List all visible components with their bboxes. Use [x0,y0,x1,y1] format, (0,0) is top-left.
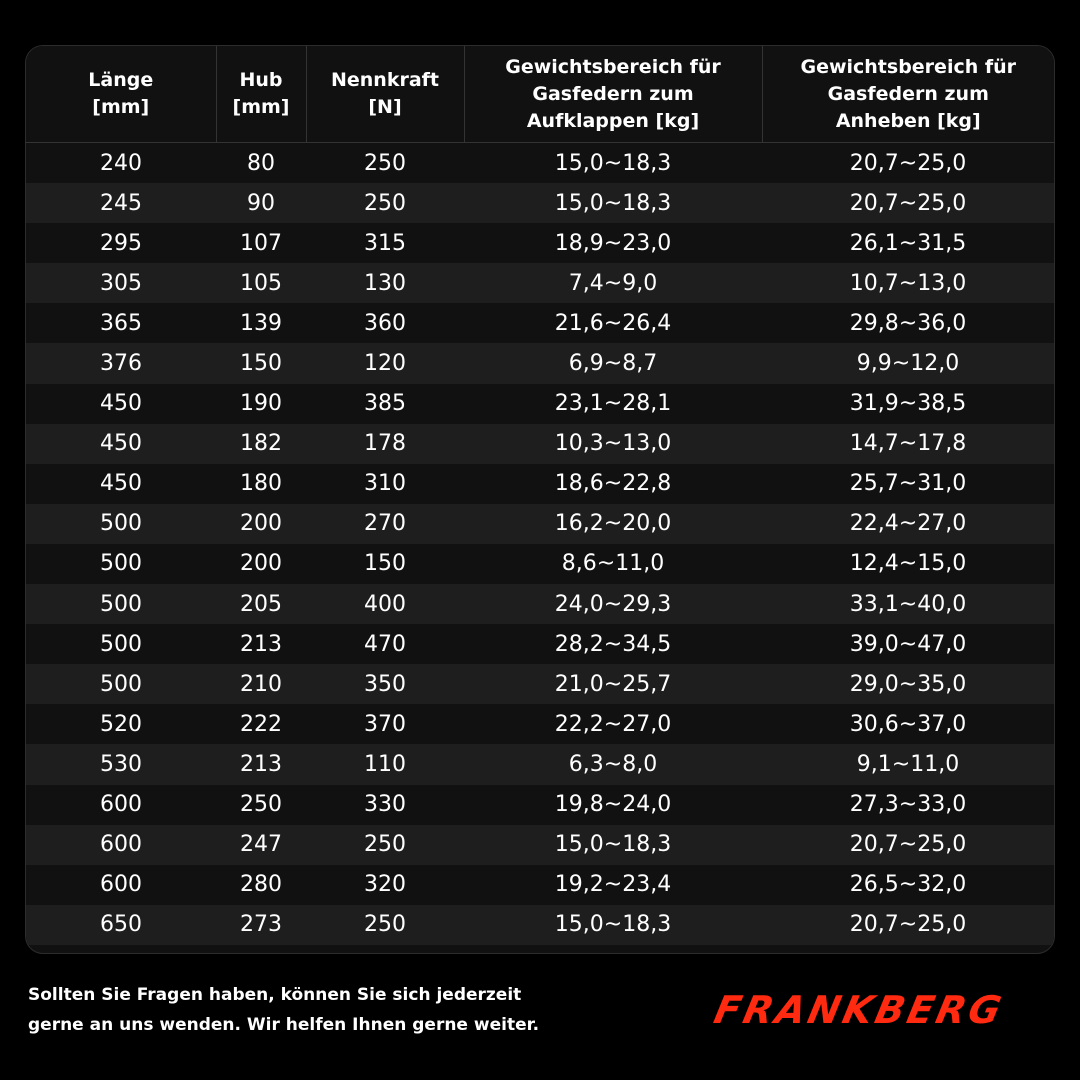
cell-weight-lift: 10,7~13,0 [762,263,1054,303]
cell-length: 450 [26,424,216,464]
gas-spring-spec-table [26,46,1054,945]
table-row [26,544,1054,584]
header-weight-range-lift-line: Gewichtsbereich für [800,55,1017,78]
cell-length: 305 [26,263,216,303]
table-row [26,223,1054,263]
cell-nominal-force: 178 [306,424,464,464]
cell-nominal-force: 250 [306,143,464,184]
cell-weight-fold-open: 6,3~8,0 [464,744,762,784]
spec-table-panel [25,45,1055,954]
cell-weight-fold-open: 16,2~20,0 [464,504,762,544]
cell-length: 376 [26,343,216,383]
table-row [26,584,1054,624]
cell-length: 245 [26,183,216,223]
header-stroke-line: [mm] [232,96,290,118]
cell-length: 500 [26,544,216,584]
cell-stroke: 150 [216,343,306,383]
cell-nominal-force: 470 [306,624,464,664]
cell-stroke: 90 [216,183,306,223]
cell-weight-fold-open: 8,6~11,0 [464,544,762,584]
cell-weight-lift: 29,0~35,0 [762,664,1054,704]
header-weight-range-lift-line: Anheben [kg] [835,109,981,132]
cell-weight-lift: 12,4~15,0 [762,544,1054,584]
header-weight-range-fold-open-line: Gasfedern zum [532,82,694,105]
cell-weight-fold-open: 19,8~24,0 [464,785,762,825]
cell-weight-fold-open: 15,0~18,3 [464,905,762,945]
cell-weight-fold-open: 18,6~22,8 [464,464,762,504]
cell-length: 500 [26,584,216,624]
cell-nominal-force: 320 [306,865,464,905]
cell-stroke: 105 [216,263,306,303]
cell-weight-fold-open: 10,3~13,0 [464,424,762,464]
table-row [26,343,1054,383]
cell-nominal-force: 330 [306,785,464,825]
footer-line-2: gerne an uns wenden. Wir helfen Ihnen gerne weiter. [28,1015,540,1035]
cell-stroke: 182 [216,424,306,464]
cell-weight-lift: 9,9~12,0 [762,343,1054,383]
cell-weight-lift: 29,8~36,0 [762,303,1054,343]
table-row [26,143,1054,184]
header-weight-range-lift-line: Gasfedern zum [827,82,989,105]
header-weight-range-fold-open-line: Aufklappen [kg] [526,109,700,132]
cell-nominal-force: 130 [306,263,464,303]
header-stroke [216,46,306,143]
cell-nominal-force: 385 [306,384,464,424]
cell-nominal-force: 360 [306,303,464,343]
cell-length: 530 [26,744,216,784]
cell-stroke: 80 [216,143,306,184]
footer-line-1: Sollten Sie Fragen haben, können Sie sich jederzeit [28,985,522,1005]
cell-length: 500 [26,664,216,704]
table-row [26,664,1054,704]
cell-nominal-force: 250 [306,905,464,945]
header-weight-range-lift [762,46,1054,143]
cell-weight-lift: 20,7~25,0 [762,905,1054,945]
header-length-line: Länge [88,69,154,91]
table-row [26,905,1054,945]
header-nominal-force-line: [N] [368,96,402,118]
cell-nominal-force: 250 [306,183,464,223]
cell-length: 295 [26,223,216,263]
cell-length: 240 [26,143,216,184]
header-length-line: [mm] [92,96,150,118]
table-row [26,303,1054,343]
cell-stroke: 205 [216,584,306,624]
cell-weight-lift: 9,1~11,0 [762,744,1054,784]
cell-nominal-force: 250 [306,825,464,865]
cell-length: 520 [26,704,216,744]
cell-weight-fold-open: 21,6~26,4 [464,303,762,343]
cell-nominal-force: 370 [306,704,464,744]
cell-stroke: 190 [216,384,306,424]
table-row [26,624,1054,664]
cell-stroke: 280 [216,865,306,905]
cell-stroke: 273 [216,905,306,945]
cell-weight-lift: 39,0~47,0 [762,624,1054,664]
cell-weight-fold-open: 19,2~23,4 [464,865,762,905]
table-header-row [26,46,1054,143]
cell-weight-lift: 31,9~38,5 [762,384,1054,424]
header-weight-range-fold-open [464,46,762,143]
cell-nominal-force: 120 [306,343,464,383]
table-row [26,183,1054,223]
table-row [26,704,1054,744]
cell-nominal-force: 270 [306,504,464,544]
cell-weight-lift: 20,7~25,0 [762,143,1054,184]
cell-weight-lift: 14,7~17,8 [762,424,1054,464]
cell-weight-lift: 20,7~25,0 [762,183,1054,223]
cell-length: 500 [26,624,216,664]
cell-weight-fold-open: 23,1~28,1 [464,384,762,424]
cell-nominal-force: 150 [306,544,464,584]
cell-weight-lift: 26,5~32,0 [762,865,1054,905]
cell-stroke: 213 [216,744,306,784]
table-header [26,46,1054,143]
cell-length: 600 [26,785,216,825]
header-weight-range-fold-open-line: Gewichtsbereich für [505,55,721,78]
cell-nominal-force: 315 [306,223,464,263]
cell-weight-lift: 22,4~27,0 [762,504,1054,544]
cell-weight-fold-open: 24,0~29,3 [464,584,762,624]
header-length [26,46,216,143]
table-row [26,785,1054,825]
cell-weight-lift: 27,3~33,0 [762,785,1054,825]
cell-stroke: 247 [216,825,306,865]
cell-nominal-force: 400 [306,584,464,624]
cell-length: 600 [26,825,216,865]
cell-stroke: 250 [216,785,306,825]
table-row [26,424,1054,464]
cell-weight-fold-open: 18,9~23,0 [464,223,762,263]
table-row [26,744,1054,784]
table-row [26,464,1054,504]
table-row [26,865,1054,905]
cell-weight-lift: 20,7~25,0 [762,825,1054,865]
cell-weight-fold-open: 22,2~27,0 [464,704,762,744]
cell-length: 450 [26,464,216,504]
cell-weight-fold-open: 7,4~9,0 [464,263,762,303]
cell-nominal-force: 310 [306,464,464,504]
brand-logo: FRANKBERG [710,988,1008,1032]
cell-stroke: 180 [216,464,306,504]
cell-weight-lift: 26,1~31,5 [762,223,1054,263]
header-stroke-line: Hub [239,69,283,91]
table-row [26,384,1054,424]
cell-weight-fold-open: 15,0~18,3 [464,183,762,223]
cell-weight-lift: 33,1~40,0 [762,584,1054,624]
footer-contact-note [28,980,688,1040]
cell-stroke: 200 [216,544,306,584]
table-row [26,263,1054,303]
cell-stroke: 222 [216,704,306,744]
cell-weight-fold-open: 21,0~25,7 [464,664,762,704]
cell-stroke: 200 [216,504,306,544]
cell-weight-fold-open: 6,9~8,7 [464,343,762,383]
cell-nominal-force: 350 [306,664,464,704]
cell-weight-lift: 25,7~31,0 [762,464,1054,504]
cell-stroke: 139 [216,303,306,343]
cell-nominal-force: 110 [306,744,464,784]
cell-weight-fold-open: 15,0~18,3 [464,825,762,865]
cell-weight-lift: 30,6~37,0 [762,704,1054,744]
cell-length: 650 [26,905,216,945]
cell-length: 365 [26,303,216,343]
cell-stroke: 210 [216,664,306,704]
cell-length: 450 [26,384,216,424]
table-row [26,825,1054,865]
cell-length: 500 [26,504,216,544]
header-nominal-force [306,46,464,143]
cell-weight-fold-open: 15,0~18,3 [464,143,762,184]
table-body [26,143,1054,945]
header-nominal-force-line: Nennkraft [330,69,440,91]
cell-stroke: 213 [216,624,306,664]
cell-length: 600 [26,865,216,905]
cell-weight-fold-open: 28,2~34,5 [464,624,762,664]
cell-stroke: 107 [216,223,306,263]
table-row [26,504,1054,544]
